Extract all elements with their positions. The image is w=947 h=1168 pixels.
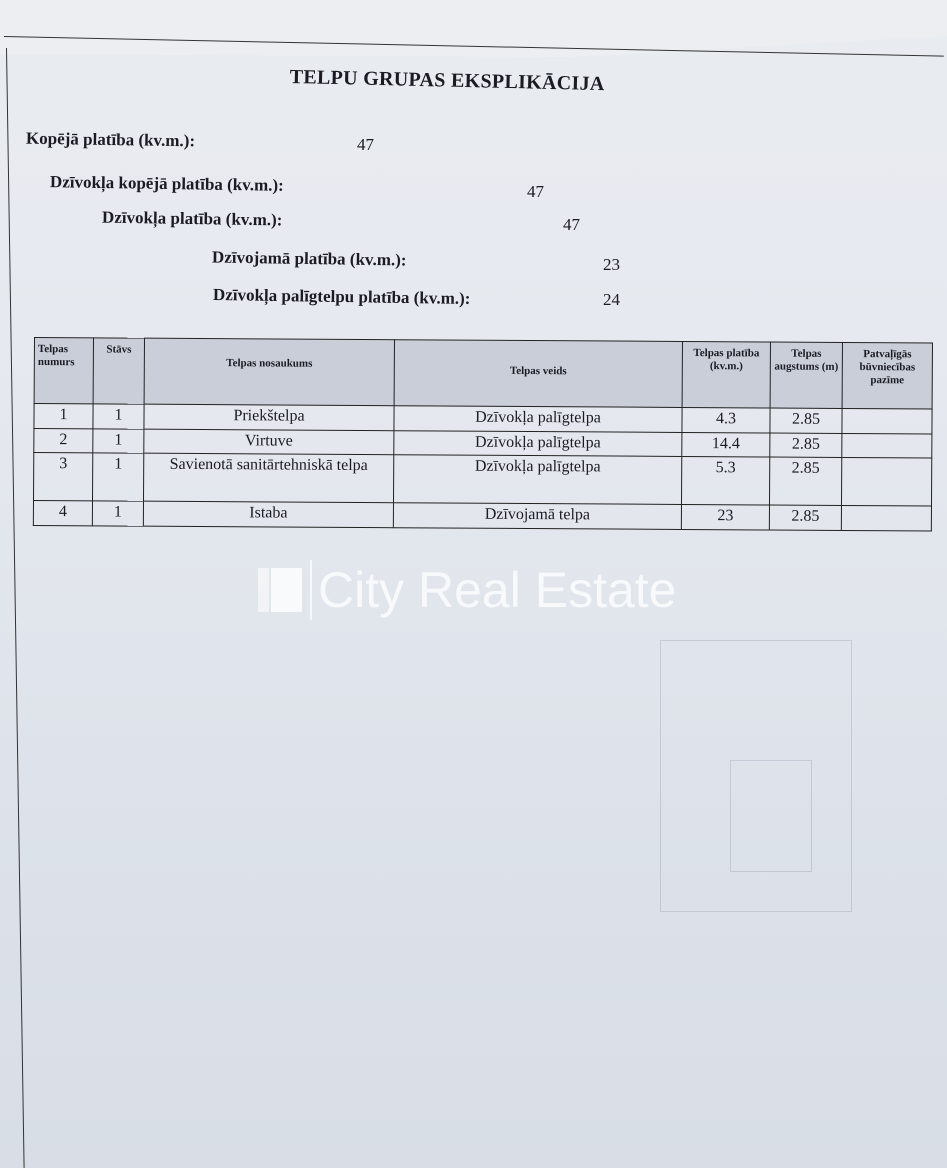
cell-type: Dzīvokļa palīgtelpa	[393, 455, 681, 505]
table-header-row	[34, 338, 932, 409]
header-name: Telpas nosaukums	[144, 338, 394, 406]
summary-living-area-value: 23	[603, 255, 620, 274]
summary-apartment-area-label: Dzīvokļa platība (kv.m.):	[101, 207, 283, 230]
watermark-text: City Real Estate	[318, 562, 677, 618]
header-area: Telpas platība (kv.m.)	[682, 341, 770, 408]
table-row	[34, 453, 932, 506]
cell-area: 4.3	[682, 407, 770, 433]
summary-auxiliary-area-value: 24	[603, 290, 620, 309]
header-mark: Patvaļīgās būvniecības pazīme	[842, 342, 932, 409]
cell-name: Virtuve	[144, 429, 394, 455]
cell-floor: 1	[92, 501, 143, 526]
summary-auxiliary-area-label: Dzīvokļa palīgtelpu platība (kv.m.):	[212, 284, 471, 309]
cell-type: Dzīvokļa palīgtelpa	[394, 406, 682, 433]
cell-name: Istaba	[143, 501, 393, 528]
cell-mark	[842, 433, 932, 458]
watermark-separator	[310, 560, 312, 620]
header-height: Telpas augstums (m)	[770, 342, 842, 408]
header-type: Telpas veids	[394, 340, 682, 408]
cell-number: 1	[34, 404, 93, 429]
cell-mark	[842, 408, 932, 434]
summary-apartment-total-area-label: Dzīvokļa kopējā platība (kv.m.):	[49, 172, 284, 195]
cell-floor: 1	[93, 429, 144, 453]
header-number: Telpas numurs	[34, 338, 93, 404]
page-top-edge	[0, 0, 947, 60]
cell-floor: 1	[93, 453, 144, 501]
summary-apartment-area-value: 47	[563, 215, 580, 234]
cell-type: Dzīvokļa palīgtelpa	[394, 431, 682, 457]
cell-height: 2.85	[770, 408, 842, 433]
summary-living-area-label: Dzīvojamā platība (kv.m.):	[211, 247, 407, 270]
cell-height: 2.85	[770, 433, 842, 457]
cell-name: Savienotā sanitārtehniskā telpa	[143, 453, 393, 503]
watermark-logo-icon	[258, 568, 302, 612]
ghost-plan-inner	[730, 760, 812, 872]
cell-mark	[841, 457, 931, 506]
summary-total-area-label: Kopējā platība (kv.m.):	[25, 128, 196, 151]
header-floor: Stāvs	[93, 338, 144, 404]
summary-total-area-value: 47	[357, 135, 374, 154]
cell-number: 4	[33, 501, 92, 526]
summary-apartment-total-area-value: 47	[527, 182, 544, 201]
page-title: TELPU GRUPAS EKSPLIKĀCIJA	[289, 66, 605, 96]
cell-area: 14.4	[682, 432, 770, 457]
rooms-table	[33, 337, 933, 531]
cell-number: 2	[34, 429, 93, 453]
cell-height: 2.85	[769, 505, 841, 530]
cell-number: 3	[34, 453, 93, 501]
table-row	[33, 501, 931, 531]
cell-area: 23	[681, 504, 769, 530]
cell-name: Priekštelpa	[144, 404, 394, 431]
cell-floor: 1	[93, 404, 144, 429]
cell-mark	[841, 505, 931, 531]
cell-area: 5.3	[681, 456, 769, 505]
page-border-left	[6, 48, 25, 1168]
watermark	[258, 560, 676, 620]
cell-height: 2.85	[769, 457, 841, 505]
cell-type: Dzīvojamā telpa	[393, 503, 681, 530]
